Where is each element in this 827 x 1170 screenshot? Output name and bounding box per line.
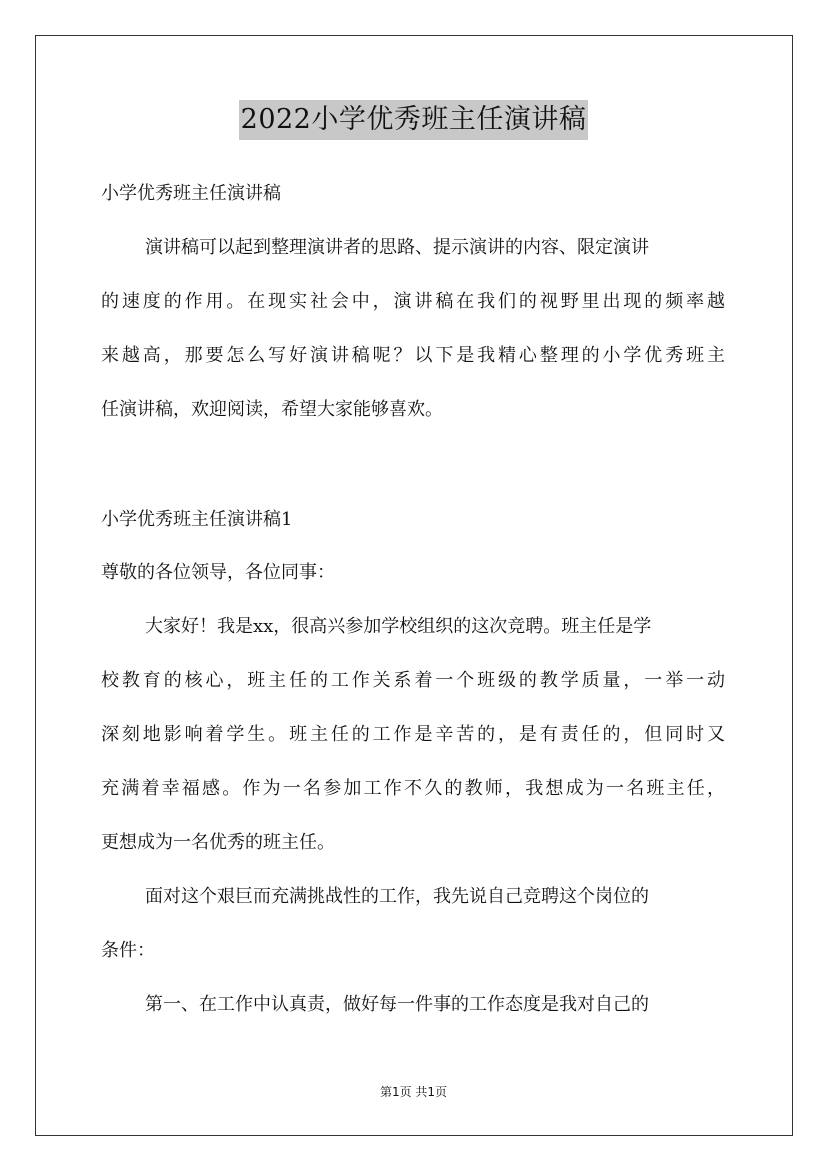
paragraph-line: 充满着幸福感。作为一名参加工作不久的教师，我想成为一名班主任， [101, 778, 725, 799]
paragraph-line: 更想成为一名优秀的班主任。 [101, 832, 335, 853]
paragraph-line: 条件： [101, 940, 155, 961]
paragraph-line: 面对这个艰巨而充满挑战性的工作，我先说自己竞聘这个岗位的 [145, 886, 649, 907]
document-title: 2022小学优秀班主任演讲稿 [239, 100, 589, 140]
paragraph-line: 大家好！我是xx，很高兴参加学校组织的这次竞聘。班主任是学 [145, 616, 652, 637]
title-container [0, 100, 827, 140]
subtitle: 小学优秀班主任演讲稿 [101, 183, 281, 204]
paragraph-line: 第一、在工作中认真责，做好每一件事的工作态度是我对自己的 [145, 994, 649, 1015]
paragraph-line: 的速度的作用。在现实社会中，演讲稿在我们的视野里出现的频率越 [101, 291, 725, 312]
salutation: 尊敬的各位领导，各位同事： [101, 562, 335, 583]
page-footer: 第1页 共1页 [379, 1085, 448, 1099]
paragraph-line: 深刻地影响着学生。班主任的工作是辛苦的，是有责任的，但同时又 [101, 724, 725, 745]
paragraph-line: 任演讲稿，欢迎阅读，希望大家能够喜欢。 [101, 399, 443, 420]
section-heading: 小学优秀班主任演讲稿1 [101, 509, 293, 530]
paragraph-line: 来越高，那要怎么写好演讲稿呢？以下是我精心整理的小学优秀班主 [101, 345, 725, 366]
paragraph-line: 校教育的核心，班主任的工作关系着一个班级的教学质量，一举一动 [101, 670, 725, 691]
paragraph-line: 演讲稿可以起到整理演讲者的思路、提示演讲的内容、限定演讲 [145, 237, 649, 258]
